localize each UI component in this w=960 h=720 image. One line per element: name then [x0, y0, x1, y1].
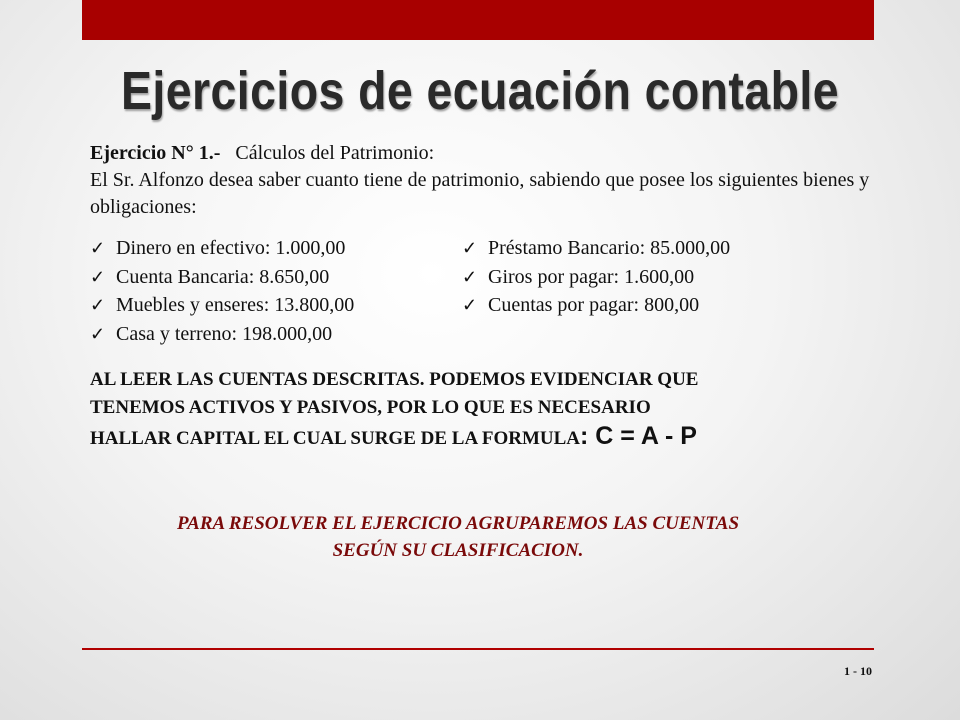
exercise-description: El Sr. Alfonzo desea saber cuanto tiene de patrimonio, sabiendo que posee los siguientes bienes y obligaciones:	[90, 169, 870, 218]
list-item: ✓ Casa y terreno: 198.000,00	[90, 320, 354, 349]
accounts-lists	[90, 234, 870, 352]
exercise-subtitle: Cálculos del Patrimonio:	[235, 142, 435, 164]
checkmark-icon: ✓	[462, 266, 478, 287]
slide-content	[90, 140, 870, 453]
checkmark-icon: ✓	[462, 238, 478, 258]
page-number: 1 - 10	[844, 664, 872, 678]
statement-text: AL LEER LAS CUENTAS DESCRITAS. PODEMOS EVIDENCIAR QUE TENEMOS ACTIVOS Y PASIVOS, POR LO QUE ES NECESARIO HALLAR CAPITAL EL CUAL SURGE DE LA FORMULA: C = A - P	[90, 369, 699, 450]
capital-formula: : C = A - P	[580, 422, 697, 450]
checkmark-icon: ✓	[90, 323, 106, 344]
exercise-intro	[90, 140, 870, 221]
checkmark-icon: ✓	[90, 295, 106, 315]
list-item: ✓ Muebles y enseres: 13.800,00	[90, 291, 354, 320]
liabilities-list	[462, 234, 730, 320]
slide-title: Ejercicios de ecuación contable	[121, 61, 839, 121]
checkmark-icon: ✓	[90, 266, 106, 287]
assets-list	[90, 234, 354, 348]
list-item: ✓ Préstamo Bancario: 85.000,00	[462, 234, 730, 263]
checkmark-icon: ✓	[90, 238, 106, 258]
list-item: ✓ Cuentas por pagar: 800,00	[462, 291, 730, 320]
resolution-note: PARA RESOLVER EL EJERCICIO AGRUPAREMOS LAS CUENTAS SEGÚN SU CLASIFICACION.	[176, 513, 740, 561]
footer-divider	[82, 648, 874, 650]
list-item: ✓ Dinero en efectivo: 1.000,00	[90, 234, 354, 263]
top-accent-bar	[82, 0, 874, 40]
list-item: ✓ Giros por pagar: 1.600,00	[462, 263, 730, 292]
list-item: ✓ Cuenta Bancaria: 8.650,00	[90, 263, 354, 292]
exercise-label: Ejercicio N° 1.-	[90, 142, 221, 164]
checkmark-icon: ✓	[462, 295, 478, 315]
